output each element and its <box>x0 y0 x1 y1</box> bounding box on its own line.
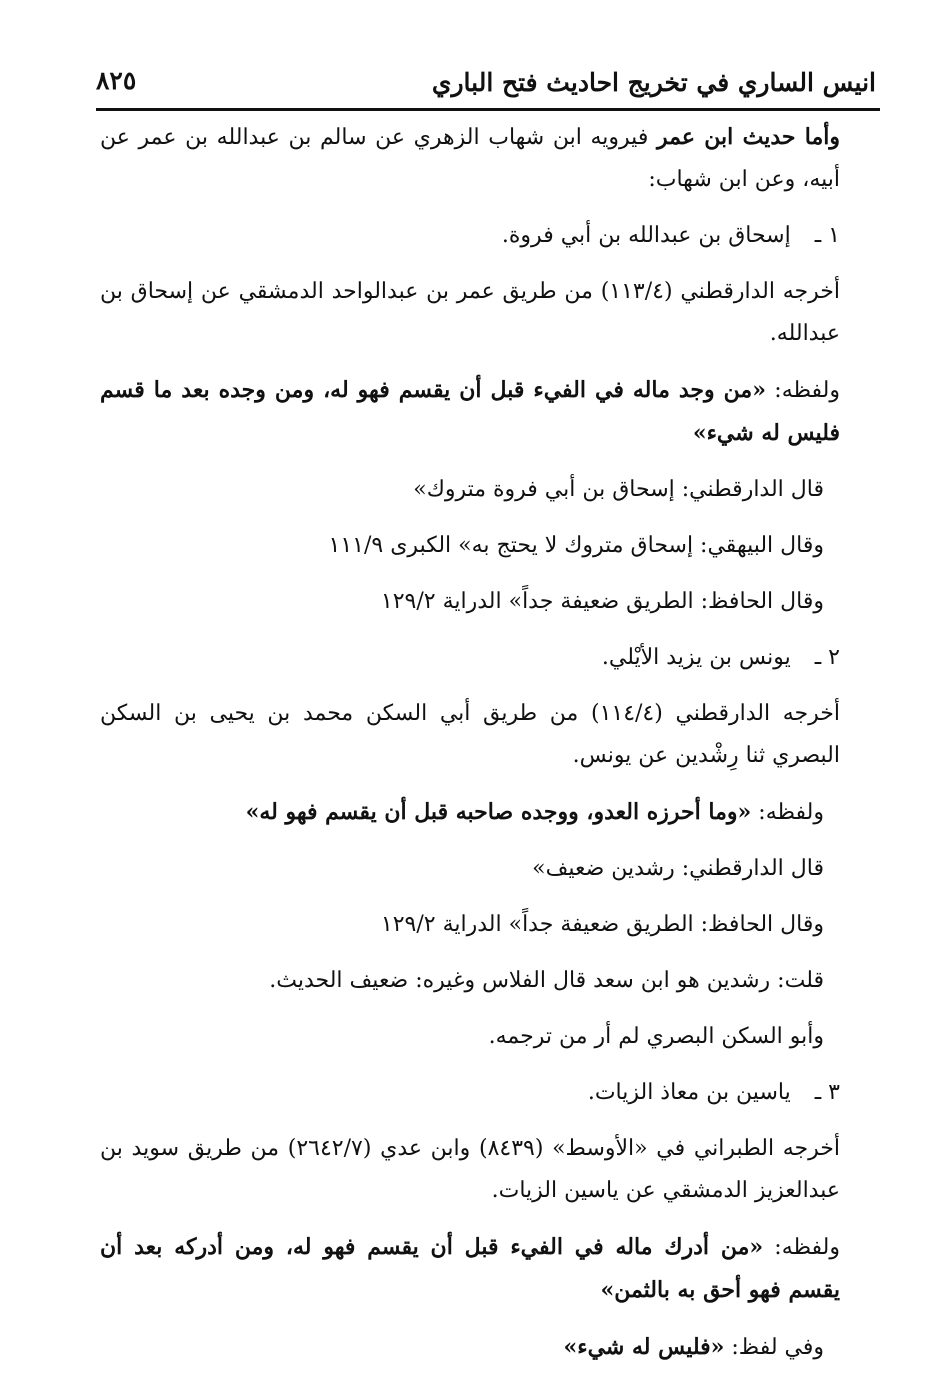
intro-text: فيرويه ابن شهاب الزهري عن سالم بن عبدالله بن عمر عن أبيه، وعن ابن شهاب: <box>100 125 840 192</box>
list-item-text: إسحاق بن عبدالله بن أبي فروة. <box>501 223 791 248</box>
lafz-label: ولفظه: <box>765 378 841 403</box>
paragraph-lafz-2 <box>100 791 880 834</box>
list-item-1 <box>100 215 880 257</box>
paragraph-lafz-1 <box>100 369 880 455</box>
list-item-text: ياسين بن معاذ الزيات. <box>587 1080 791 1105</box>
paragraph-quote-5: وقال الحافظ: الطريق ضعيفة جداً» الدراية ١٢٩/٢ <box>380 912 824 937</box>
lafz-text: «فليس له شيء» <box>563 1334 725 1360</box>
lafz-text: «من أدرك ماله في الفيء قبل أن يقسم فهو له، ومن أدركه بعد أن يقسم فهو أحق به بالثمن» <box>100 1234 840 1303</box>
running-title: انيس الساري في تخريج احاديث فتح الباري <box>431 68 876 97</box>
paragraph-takhrij-2: أخرجه الدارقطني (١١٤/٤) من طريق أبي السكن محمد بن يحيى بن السكن البصري ثنا رِشْدين عن يونس. <box>100 701 841 768</box>
page-number: ٨٢٥ <box>96 66 137 95</box>
page-header <box>96 60 876 104</box>
lafz-text: «وما أحرزه العدو، ووجده صاحبه قبل أن يقسم فهو له» <box>245 799 752 825</box>
list-number: ١ ـ <box>814 223 840 248</box>
paragraph-takhrij-1: أخرجه الدارقطني (١١٣/٤) من طريق عمر بن عبدالواحد الدمشقي عن إسحاق بن عبدالله. <box>100 279 840 346</box>
paragraph-note-2: وأبو السكن البصري لم أر من ترجمه. <box>488 1024 824 1049</box>
header-rule <box>96 108 880 111</box>
list-item-2 <box>100 637 880 679</box>
paragraph-quote-2: وقال البيهقي: إسحاق متروك لا يحتج به» الكبرى ١١١/٩ <box>328 533 824 558</box>
lafz-label: ولفظه: <box>763 1235 841 1260</box>
list-number: ٢ ـ <box>814 645 840 670</box>
page-body <box>100 116 880 1383</box>
lafz-label: وفي لفظ: <box>724 1335 824 1360</box>
paragraph-quote-1: قال الدارقطني: إسحاق بن أبي فروة متروك» <box>413 477 824 502</box>
paragraph-lafz-4 <box>100 1326 880 1369</box>
paragraph-takhrij-3: أخرجه الطبراني في «الأوسط» (٨٤٣٩) وابن عدي (٢٦٤٢/٧) من طريق سويد بن عبدالعزيز الدمشقي عن ياسين الزيات. <box>100 1136 840 1203</box>
intro-bold: وأما حديث ابن عمر <box>657 124 840 150</box>
paragraph-intro <box>100 116 880 201</box>
lafz-label: ولفظه: <box>751 800 824 825</box>
paragraph-note-1: قلت: رشدين هو ابن سعد قال الفلاس وغيره: ضعيف الحديث. <box>269 968 824 993</box>
paragraph-lafz-3 <box>100 1226 880 1312</box>
paragraph-quote-3: وقال الحافظ: الطريق ضعيفة جداً» الدراية ١٢٩/٢ <box>380 589 824 614</box>
list-item-text: يونس بن يزيد الأيْلي. <box>601 645 791 670</box>
list-item-3 <box>100 1072 880 1114</box>
list-number: ٣ ـ <box>814 1080 840 1105</box>
lafz-text: «من وجد ماله في الفيء قبل أن يقسم فهو له، ومن وجده بعد ما قسم فليس له شيء» <box>100 377 840 446</box>
paragraph-quote-4: قال الدارقطني: رشدين ضعيف» <box>532 856 824 881</box>
